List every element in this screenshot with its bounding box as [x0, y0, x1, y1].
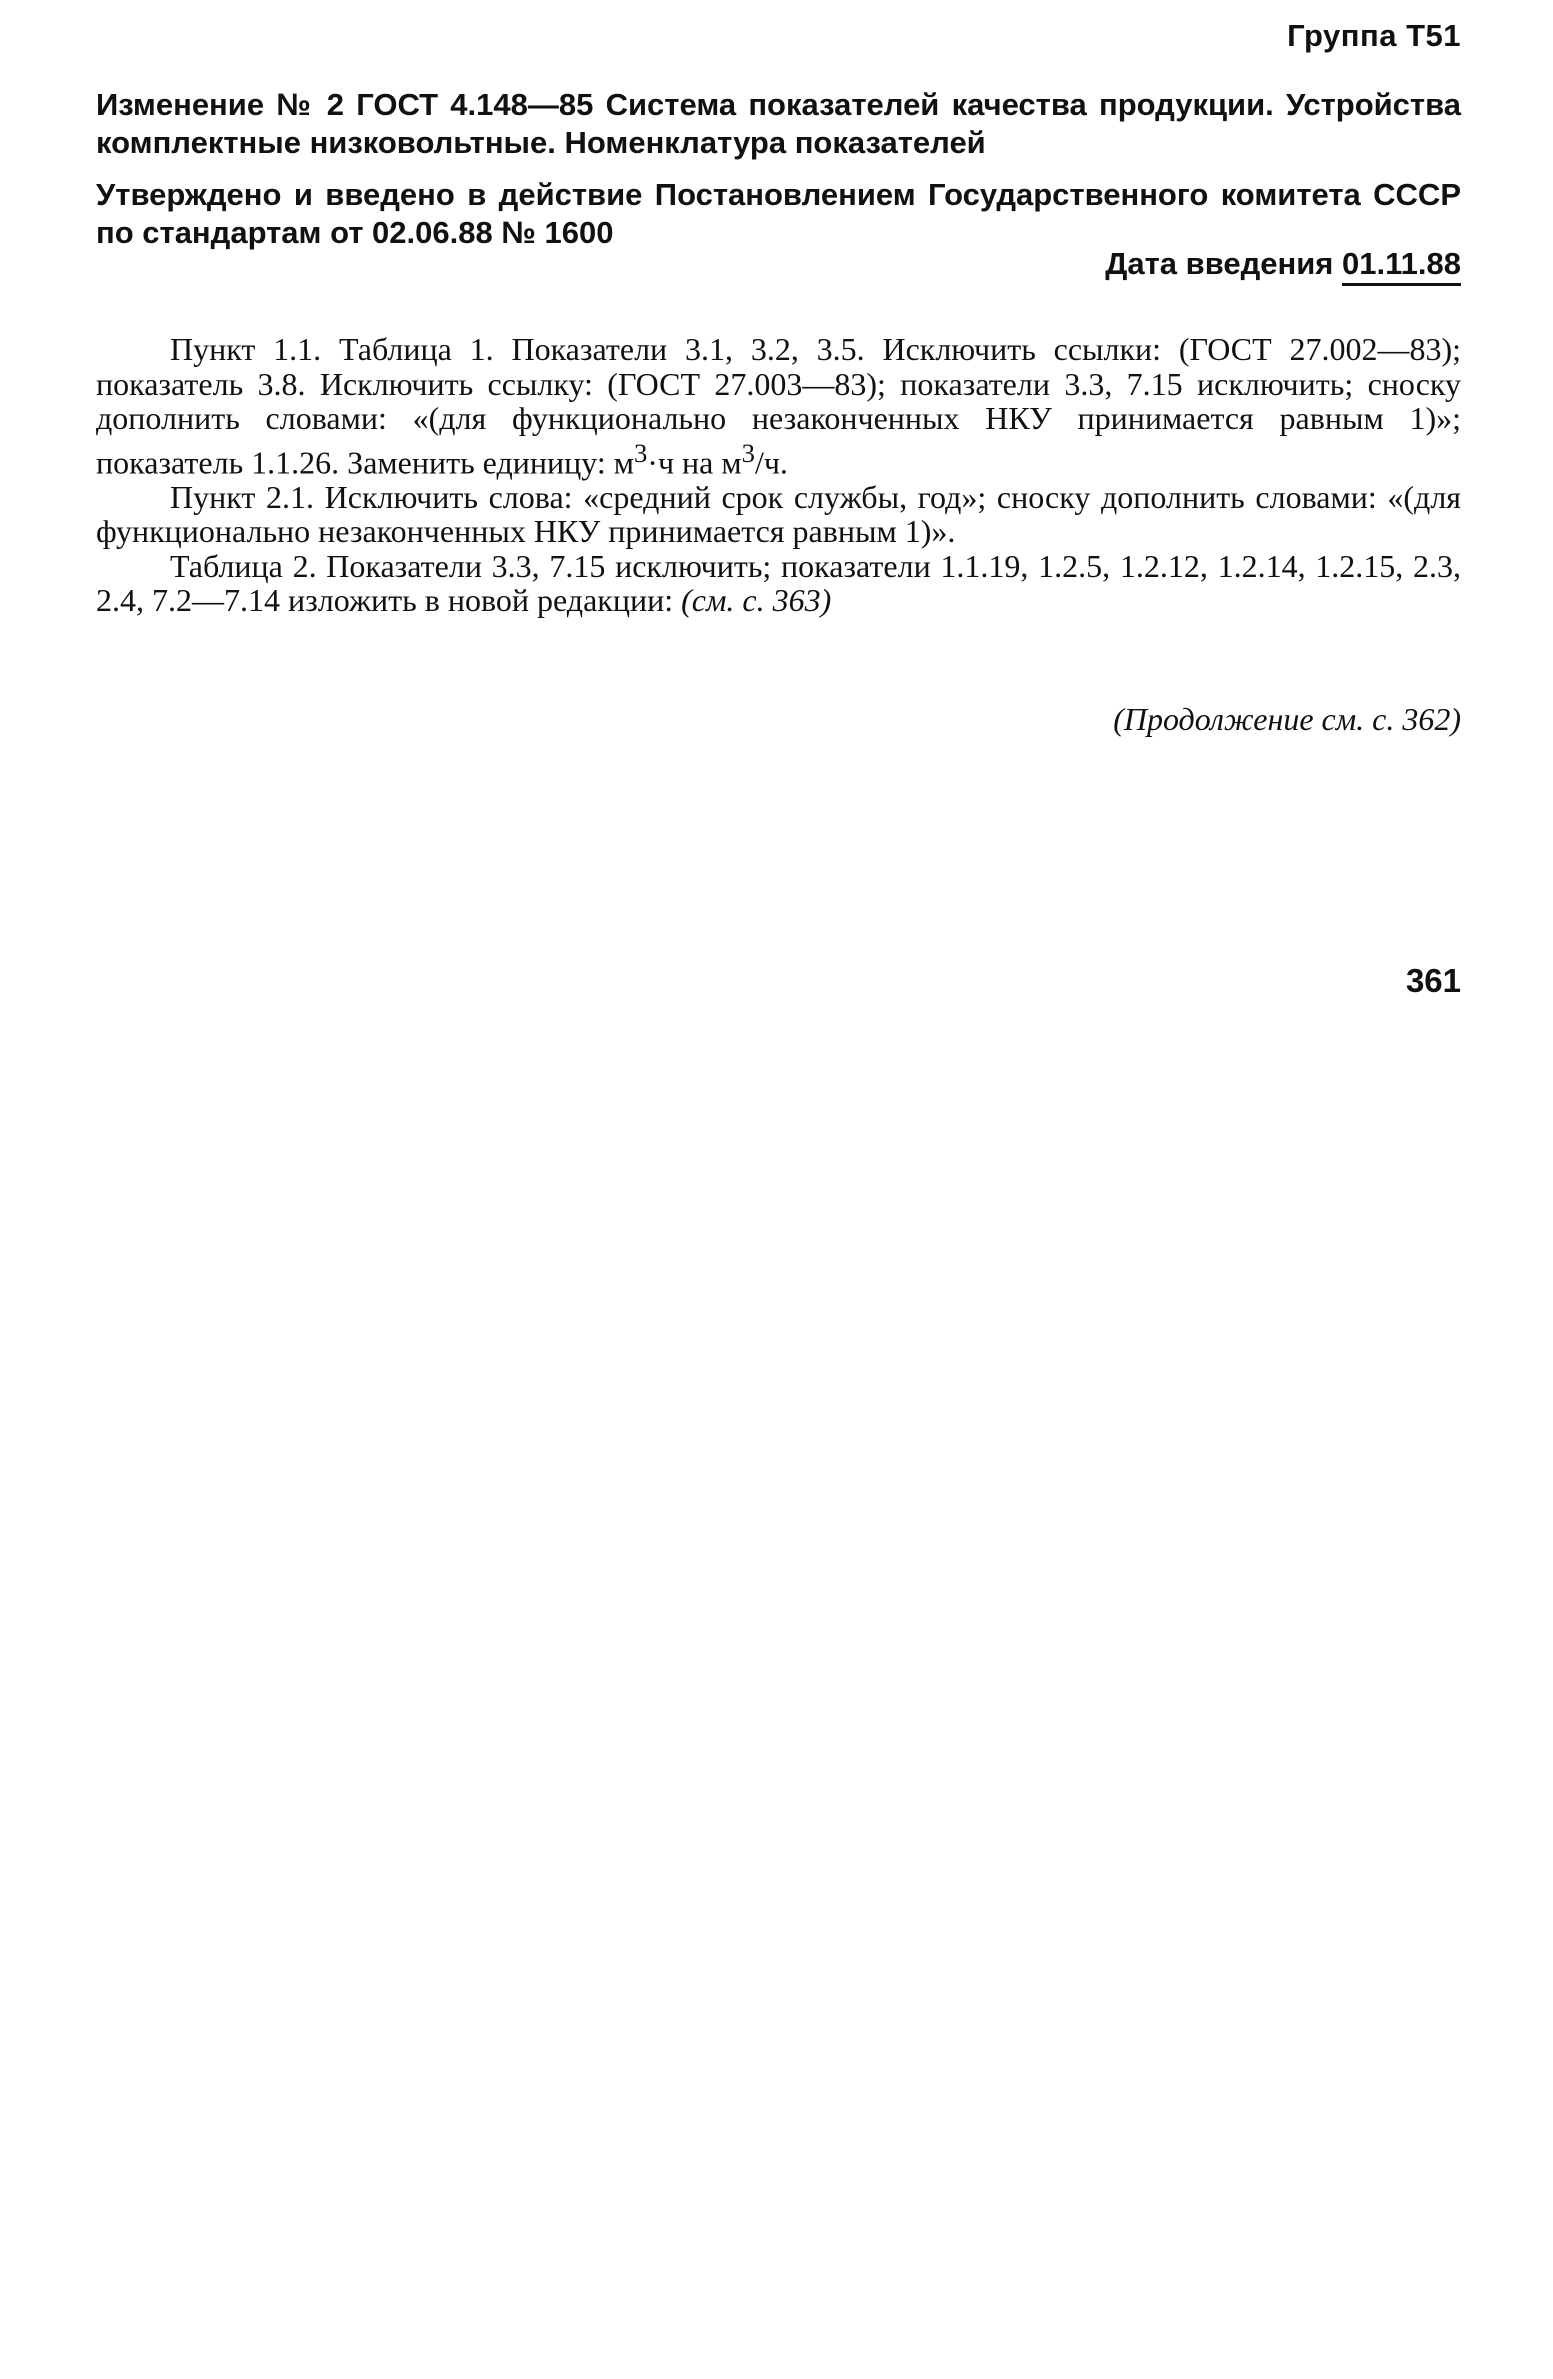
superscript-exponent: 3 — [741, 437, 755, 468]
group-label: Группа Т51 — [1287, 18, 1461, 53]
effective-date — [1105, 246, 1461, 286]
continuation-note: (Продолжение см. с. 362) — [1113, 701, 1461, 737]
effective-date-label: Дата введения — [1105, 246, 1334, 281]
superscript-exponent: 3 — [633, 437, 648, 468]
paragraph-clause-1-1-end: /ч. — [754, 444, 788, 481]
paragraph-clause-2-1: Пункт 2.1. Исключить слова: «средний срок службы, год»; сноску дополнить словами: «(для функционально незаконченных НКУ принимается равным 1)». — [96, 478, 1461, 550]
page-reference: (см. с. 363) — [681, 582, 832, 619]
paragraph-clause-1-1-text: Пункт 1.1. Таблица 1. Показатели 3.1, 3.2, 3.5. Исключить ссылки: (ГОСТ 27.002—83); показатель 3.8. Исключить ссылку: (ГОСТ 27.003—83); показатели 3.3, 7.15 исключить; сноску дополнить словами: «(для функционально незаконченных НКУ принимается равным 1)»; показатель 1.1.26. Заменить единицу: м — [96, 331, 1461, 481]
paragraph-table-2 — [96, 549, 1461, 618]
paragraph-clause-1-1 — [96, 332, 1461, 480]
paragraph-clause-1-1-unit: ·ч на м — [647, 444, 742, 481]
approval-statement: Утверждено и введено в действие Постановлением Государственного комитета СССР по стандартам от 02.06.88 № 1600 — [96, 177, 1461, 250]
paragraph-table-2-text: Таблица 2. Показатели 3.3, 7.15 исключить; показатели 1.1.19, 1.2.5, 1.2.12, 1.2.14, 1.2.15, 2.3, 2.4, 7.2—7.14 изложить в новой редакции: — [96, 547, 1461, 619]
page-number: 361 — [1405, 962, 1461, 999]
effective-date-value: 01.11.88 — [1342, 246, 1461, 286]
amendment-body — [96, 332, 1461, 618]
amendment-title: Изменение № 2 ГОСТ 4.148—85 Система показателей качества продукции. Устройства комплектные низковольтные. Номенклатура показателей — [96, 87, 1461, 160]
